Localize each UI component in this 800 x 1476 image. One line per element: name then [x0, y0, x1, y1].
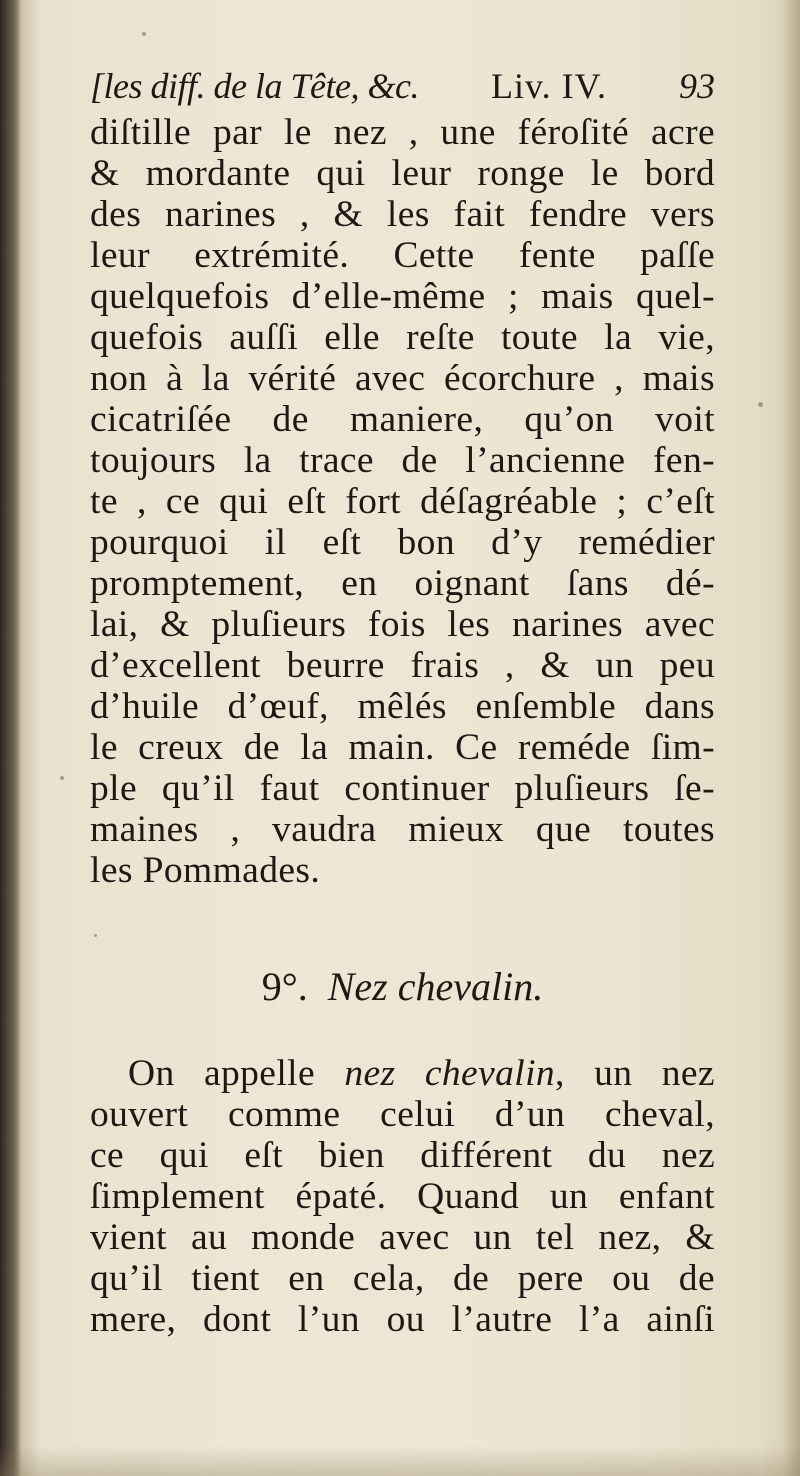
text-line: pourquoi il eſt bon d’y remédier [90, 522, 715, 563]
text-fragment: , un nez [555, 1053, 715, 1094]
text-line: ple qu’il faut continuer pluſieurs ſe- [90, 768, 715, 809]
text-line: lai, & pluſieurs fois les narines avec [90, 604, 715, 645]
text-line: qu’il tient en cela, de pere ou de [90, 1258, 715, 1299]
text-line: cicatriſée de maniere, qu’on voit [90, 399, 715, 440]
text-line: des narines , & les fait fendre vers [90, 194, 715, 235]
text-line: ouvert comme celui d’un cheval, [90, 1094, 715, 1135]
text-line: les Pommades. [90, 850, 321, 891]
section-heading [90, 963, 715, 1011]
text-line: le creux de la main. Ce reméde ſim- [90, 727, 715, 768]
text-line: quelquefois d’elle-même ; mais quel- [90, 276, 715, 317]
text-line: mere, dont l’un ou l’autre l’a ainſi [90, 1299, 715, 1340]
binding-shadow [0, 0, 22, 1476]
text-line: & mordante qui leur ronge le bord [90, 153, 715, 194]
ink-speck [142, 32, 146, 36]
text-line: ce qui eſt bien différent du nez [90, 1135, 715, 1176]
text-line: d’huile d’œuf, mêlés enſemble dans [90, 686, 715, 727]
italic-term: nez chevalin [344, 1053, 556, 1094]
page-text [90, 64, 715, 1340]
text-line: non à la vérité avec écorchure , mais [90, 358, 715, 399]
text-line: promptement, en oignant ſans dé- [90, 563, 715, 604]
section-title: Nez chevalin. [327, 964, 544, 1009]
text-fragment: On appelle [128, 1053, 316, 1094]
text-line: ſimplement épaté. Quand un enfant [90, 1176, 715, 1217]
ink-speck [94, 934, 97, 937]
text-line: quefois auſſi elle reſte toute la vie, [90, 317, 715, 358]
running-title: [les diff. de la Tête, &c. [90, 66, 419, 106]
book-number: Liv. IV. [490, 66, 607, 106]
ink-speck [60, 776, 64, 780]
paragraph-1 [90, 112, 715, 891]
page-bottom-shadow [0, 1446, 800, 1476]
text-line: toujours la trace de l’ancienne fen- [90, 440, 715, 481]
page-edge-shadow [782, 0, 800, 1476]
text-line: maines , vaudra mieux que toutes [90, 809, 715, 850]
running-header [90, 64, 715, 112]
text-line: diſtille par le nez , une féroſité acre [90, 112, 715, 153]
text-line: vient au monde avec un tel nez, & [90, 1217, 715, 1258]
text-line: leur extrémité. Cette fente paſſe [90, 235, 715, 276]
text-line [90, 1053, 715, 1094]
text-line: te , ce qui eſt fort déſagréable ; c’eſt [90, 481, 715, 522]
section-number: 9°. [261, 964, 308, 1009]
page-number: 93 [678, 66, 715, 106]
text-line: d’excellent beurre frais , & un peu [90, 645, 715, 686]
paragraph-2 [90, 1053, 715, 1340]
ink-speck [758, 402, 763, 407]
